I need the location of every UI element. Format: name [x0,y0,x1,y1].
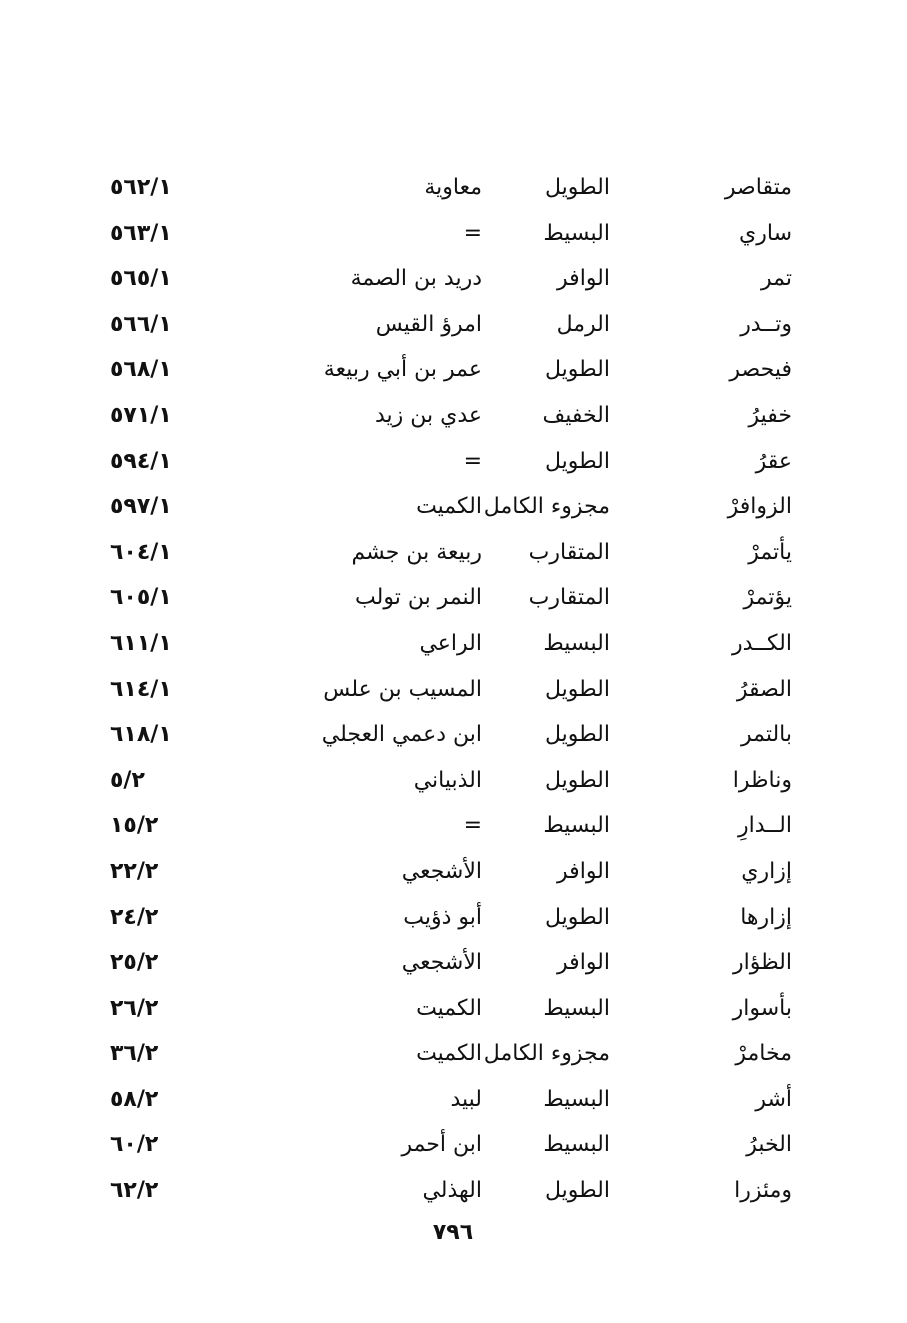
poet-name: معاوية [424,175,482,200]
volume-page-reference: ٥٩٤/١ [110,448,172,474]
meter-name: الطويل [544,448,610,474]
rhyme-word: متقاصر [724,175,792,200]
rhyme-word: الــدارِ [738,813,792,839]
rhyme-word: فيحصر [729,357,792,383]
volume-page-reference: ٦٢/٢ [110,1178,159,1204]
volume-page-reference: ٦١٤/١ [110,676,172,702]
poet-name: = [463,448,482,474]
index-row [110,852,800,898]
poet-name: = [463,220,482,246]
rhyme-word: أشر [755,1086,792,1112]
rhyme-word: ساري [739,220,792,246]
volume-page-reference: ٥٦٨/١ [110,357,172,383]
poet-name: الهذلي [422,1178,482,1204]
index-row [110,350,800,396]
index-row [110,624,800,670]
index-row [110,396,800,442]
meter-name: الوافر [557,950,610,976]
volume-page-reference: ٥٩٧/١ [110,494,172,520]
volume-page-reference: ٢٢/٢ [110,858,159,884]
volume-page-reference: ٥٦٦/١ [110,311,172,337]
meter-name: الطويل [544,722,610,748]
rhyme-word: تمر [761,266,792,292]
meter-name: البسيط [543,220,610,246]
meter-name: الرمل [556,311,610,337]
index-row [110,1034,800,1080]
index-row [110,214,800,260]
poet-name: أبو ذؤيب [403,904,482,930]
meter-name: الطويل [544,676,610,702]
meter-name: الطويل [544,767,610,793]
meter-name: المتقارب [528,585,610,611]
index-row [110,487,800,533]
index-row [110,533,800,579]
rhyme-word: عقرُ [755,448,792,474]
poet-name: الأشجعي [401,950,482,976]
volume-page-reference: ٢٤/٢ [110,904,159,930]
index-row [110,1171,800,1217]
volume-page-reference: ٥٦٥/١ [110,266,172,292]
rhyme-word: الكــدر [731,630,792,656]
index-row [110,670,800,716]
index-row [110,761,800,807]
poet-name: ربيعة بن جشم [351,539,482,565]
index-row [110,715,800,761]
meter-name: الخفيف [542,402,610,428]
meter-name: الطويل [544,904,610,930]
rhyme-word: الصقرُ [736,676,792,702]
meter-name: الطويل [544,1178,610,1204]
volume-page-reference: ٦٠/٢ [110,1132,159,1158]
volume-page-reference: ٦٠٤/١ [110,539,172,565]
index-row [110,168,800,214]
rhyme-word: وناظرا [732,767,792,793]
volume-page-reference: ٥٦٢/١ [110,175,172,200]
rhyme-word: وتــدر [740,311,792,337]
poet-name: دريد بن الصمة [350,266,482,292]
volume-page-reference: ٥٦٣/١ [110,220,172,246]
index-row [110,1125,800,1171]
volume-page-reference: ٢٦/٢ [110,995,159,1021]
poet-name: ابن دعمي العجلي [321,722,482,748]
rhyme-word: مخامرْ [735,1041,792,1067]
rhyme-word: يأتمرْ [748,539,792,565]
meter-name: مجزوء الكامل [483,494,610,520]
rhyme-word: بالتمر [740,722,792,748]
rhyme-word: الظؤار [733,950,792,976]
meter-name: البسيط [543,630,610,656]
poet-name: الأشجعي [401,858,482,884]
index-row [110,578,800,624]
verse-index-table [110,168,800,1217]
poet-name: = [463,813,482,839]
meter-name: البسيط [543,1086,610,1112]
rhyme-word: إزاري [741,858,792,884]
meter-name: الطويل [544,357,610,383]
page-number: ٧٩٦ [432,1220,474,1245]
volume-page-reference: ١٥/٢ [110,813,159,839]
rhyme-word: خفيرُ [748,402,792,428]
meter-name: الوافر [557,858,610,884]
meter-name: الطويل [544,175,610,200]
meter-name: المتقارب [528,539,610,565]
volume-page-reference: ٥٨/٢ [110,1086,159,1112]
rhyme-word: ومئزرا [734,1178,792,1204]
index-row [110,259,800,305]
volume-page-reference: ٦١١/١ [110,630,172,656]
volume-page-reference: ٦١٨/١ [110,722,172,748]
poet-name: النمر بن تولب [355,585,482,611]
rhyme-word: الخبرُ [746,1132,792,1158]
volume-page-reference: ٦٠٥/١ [110,585,172,611]
poet-name: الراعي [419,630,482,656]
meter-name: البسيط [543,995,610,1021]
poet-name: المسيب بن علس [323,676,482,702]
meter-name: مجزوء الكامل [483,1041,610,1067]
volume-page-reference: ٢٥/٢ [110,950,159,976]
volume-page-reference: ٥٧١/١ [110,402,172,428]
index-row [110,1080,800,1126]
poet-name: امرؤ القيس [375,311,482,337]
index-row [110,989,800,1035]
poet-name: ابن أحمر [401,1132,482,1158]
volume-page-reference: ٣٦/٢ [110,1041,159,1067]
rhyme-word: الزوافرْ [727,494,792,520]
meter-name: البسيط [543,1132,610,1158]
meter-name: البسيط [543,813,610,839]
index-row [110,806,800,852]
rhyme-word: يؤتمرْ [743,585,792,611]
index-row [110,305,800,351]
index-row [110,943,800,989]
poet-name: الذبياني [413,767,482,793]
rhyme-word: بأسوار [732,995,792,1021]
index-row [110,898,800,944]
poet-name: الكميت [416,1041,482,1067]
poet-name: عمر بن أبي ربيعة [323,357,482,383]
poet-name: الكميت [416,494,482,520]
index-row [110,442,800,488]
poet-name: عدي بن زيد [374,402,482,428]
meter-name: الوافر [557,266,610,292]
volume-page-reference: ٥/٢ [110,767,145,793]
poet-name: الكميت [416,995,482,1021]
rhyme-word: إزارها [740,904,792,930]
poet-name: لبيد [450,1086,482,1112]
